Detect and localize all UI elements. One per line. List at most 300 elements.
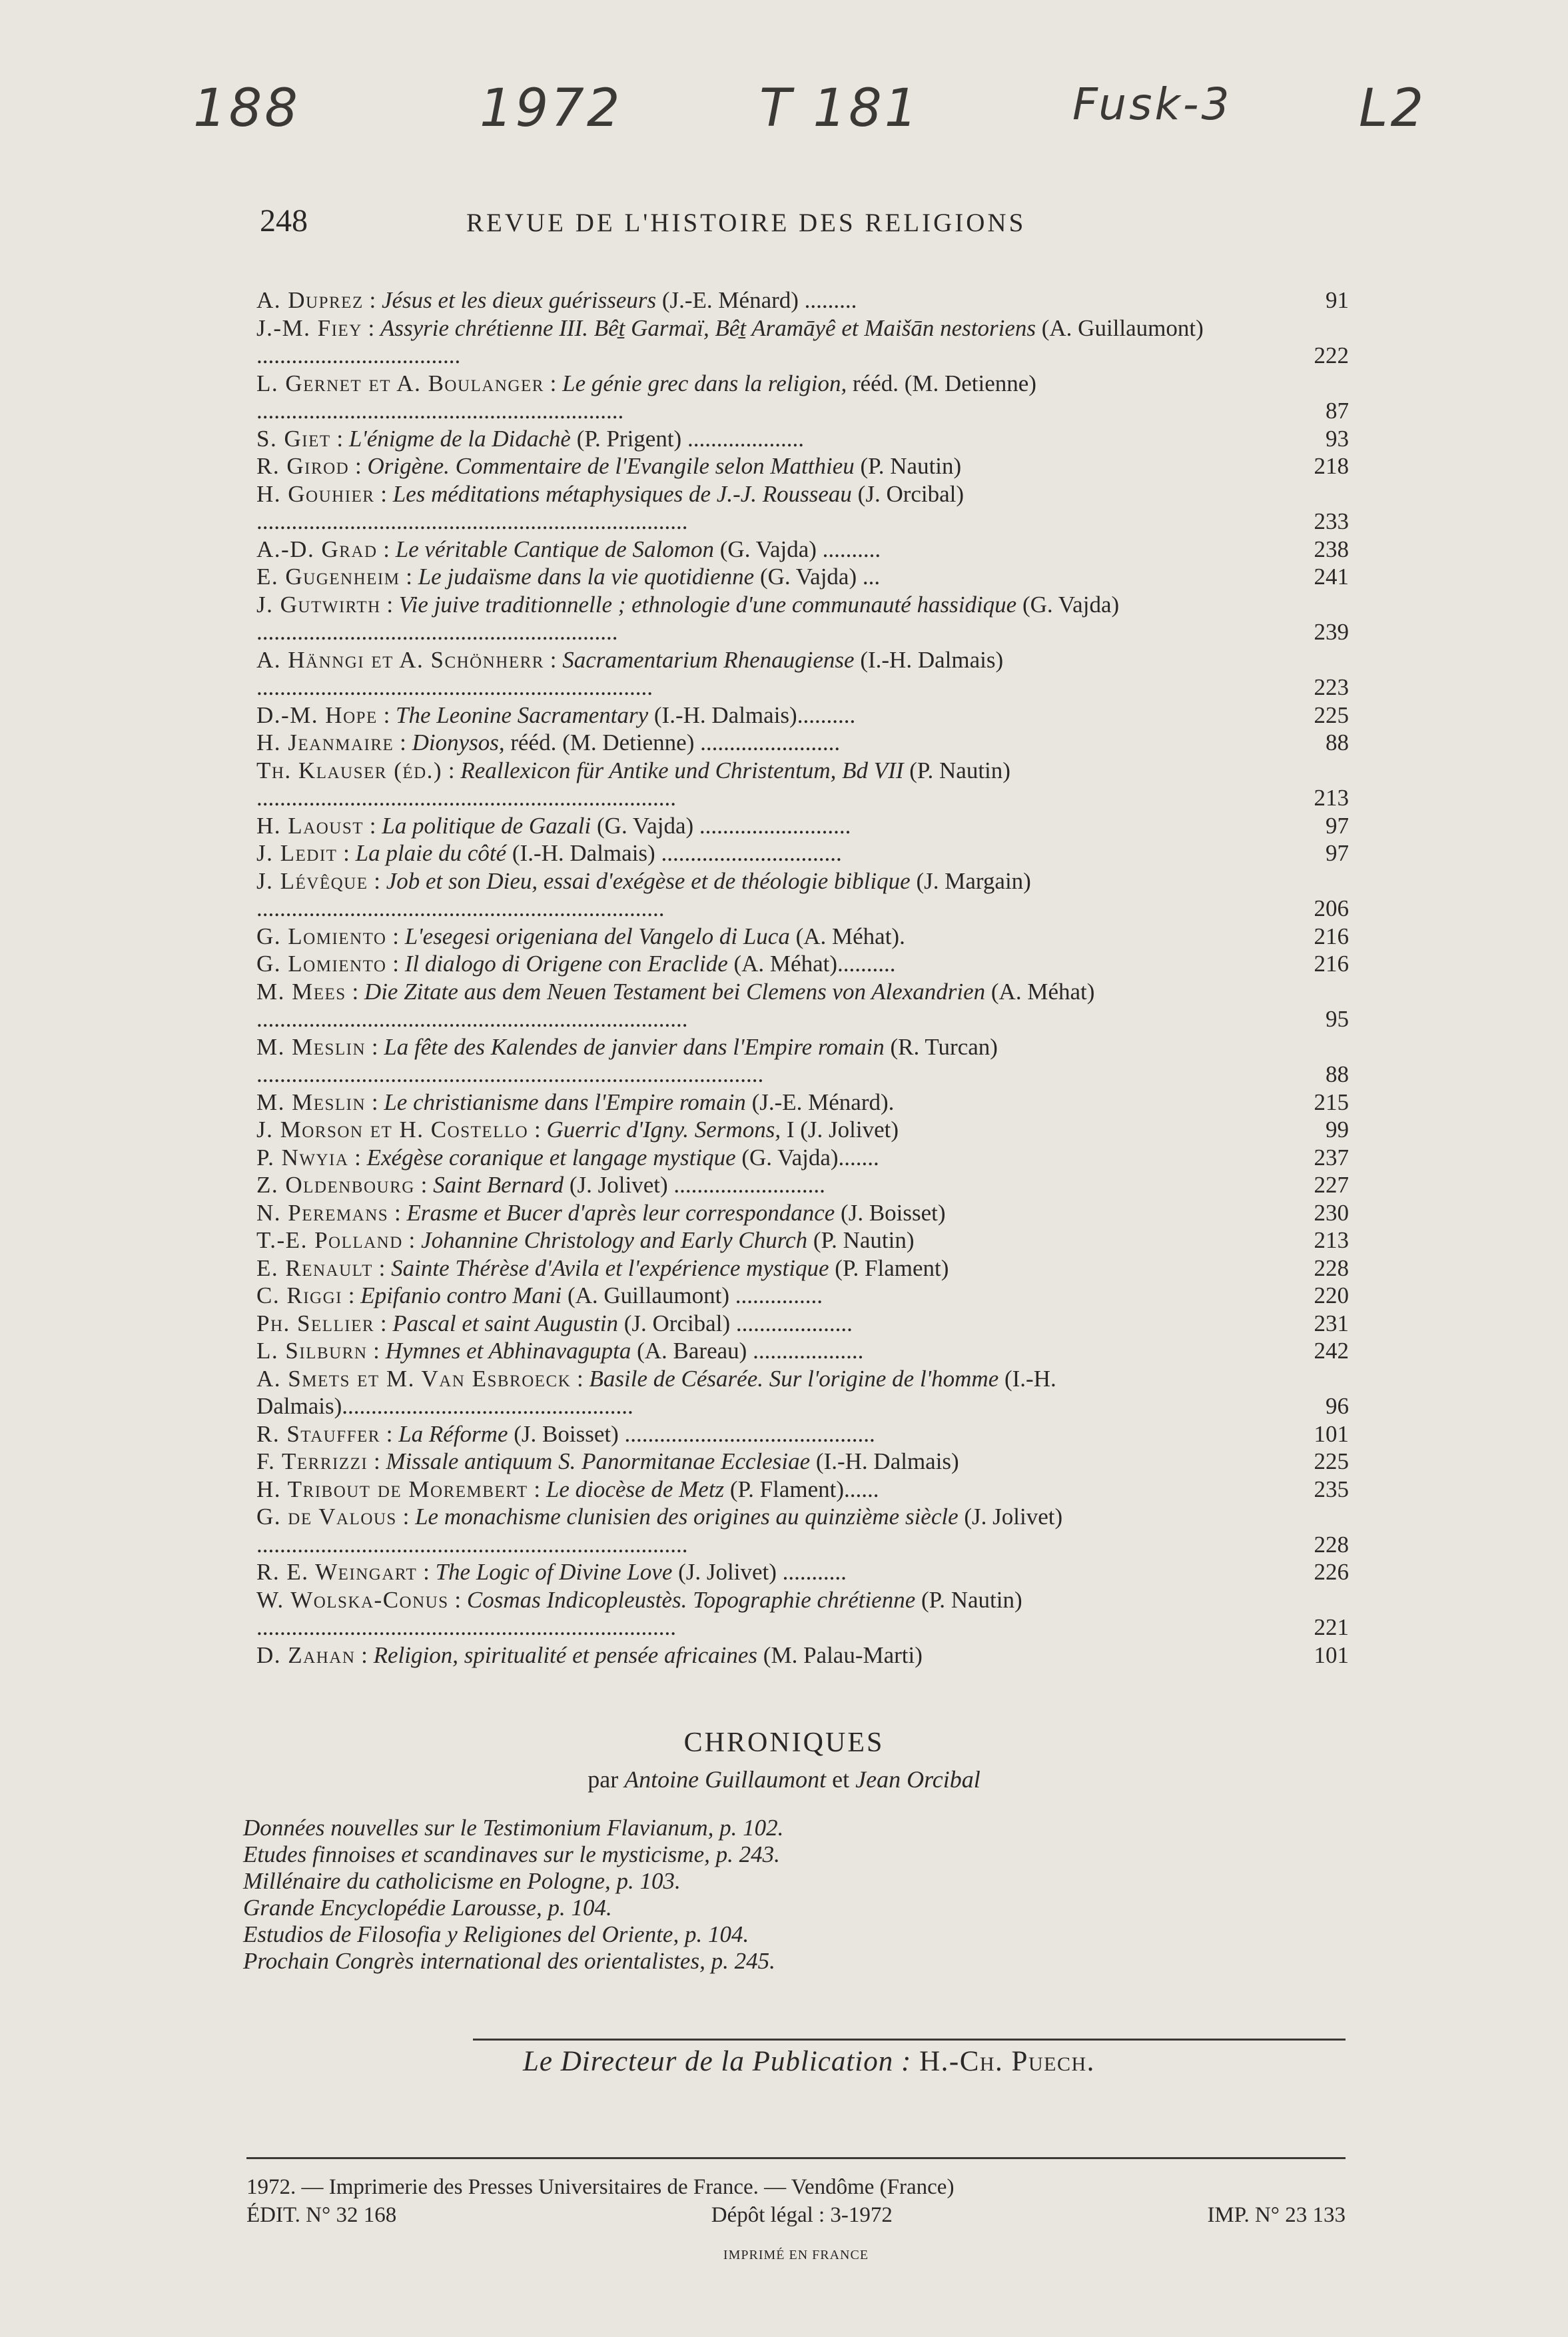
entry-reviewer: rééd. (M. Detienne) ............................................................... — [256, 370, 1036, 424]
chroniques-author: Jean Orcibal — [855, 1766, 980, 1793]
entry-author: S. Giet — [256, 425, 331, 452]
entry-separator: : — [364, 812, 382, 839]
entry-title: Le christianisme dans l'Empire romain — [384, 1089, 746, 1115]
entry-separator: : — [544, 646, 563, 673]
entry-separator: : — [362, 314, 380, 341]
entry-title: Basile de Césarée. Sur l'origine de l'homme — [589, 1365, 999, 1392]
chroniques-title: CHRONIQUES — [683, 1727, 885, 1758]
entry-page: 213 — [1314, 785, 1349, 811]
entry-separator: : — [374, 1310, 393, 1336]
review-entry — [256, 1310, 1349, 1338]
entry-separator: : — [528, 1476, 546, 1502]
entry-text — [256, 1558, 1269, 1586]
entry-author: R. Stauffer — [256, 1420, 380, 1447]
entry-separator: : — [394, 729, 412, 755]
entry-reviewer: (A. Méhat).......... — [727, 951, 896, 977]
entry-title: Missale antiquum S. Panormitanae Ecclesiae — [386, 1448, 811, 1474]
entry-author: H. Tribout de Morembert — [256, 1476, 528, 1502]
entry-text — [256, 1503, 1269, 1558]
entry-title: Hymnes et Abhinavagupta — [385, 1338, 631, 1364]
review-entry — [256, 701, 1349, 729]
review-entry — [256, 1089, 1349, 1117]
entry-author: Z. Oldenbourg — [256, 1172, 415, 1198]
review-entry — [256, 425, 1349, 453]
entry-page: 88 — [1326, 729, 1349, 755]
imprint — [246, 2173, 1346, 2269]
entry-reviewer: (I.-H. Dalmais).................................................. — [256, 1365, 1056, 1419]
entry-title: Guerric d'Igny. Sermons, — [546, 1117, 781, 1143]
chronicle-item: Etudes finnoises et scandinaves sur le mysticisme, p. 243. — [243, 1841, 780, 1867]
entry-reviewer: (J. Orcibal) .......................................................................... — [256, 480, 965, 534]
entry-reviewer: (I.-H. Dalmais) .................................................................... — [256, 646, 1004, 700]
entry-separator: : — [366, 1033, 384, 1060]
entry-title: Erasme et Bucer d'après leur correspondance — [406, 1199, 835, 1226]
entry-separator: : — [380, 1420, 399, 1447]
review-entry — [256, 314, 1349, 370]
entry-title: The Logic of Divine Love — [435, 1559, 673, 1585]
entry-reviewer: (J.-E. Ménard). — [745, 1089, 895, 1115]
entry-text — [256, 1641, 1269, 1669]
review-entry — [256, 1586, 1349, 1641]
entry-author: C. Riggi — [256, 1282, 342, 1308]
entry-title: Le génie grec dans la religion, — [562, 370, 847, 396]
entry-author: M. Meslin — [256, 1033, 366, 1060]
entry-separator: : — [368, 1448, 386, 1474]
entry-reviewer: (G. Vajda) .............................................................. — [256, 591, 1120, 645]
entry-page: 221 — [1314, 1614, 1349, 1640]
entry-text — [256, 923, 1269, 951]
entry-author: P. Nwyia — [256, 1144, 349, 1170]
review-entry — [256, 1448, 1349, 1476]
chroniques-authors — [0, 1765, 1568, 1793]
entry-separator: : — [342, 1282, 361, 1308]
entry-author: G. de Valous — [256, 1504, 397, 1530]
entry-separator: : — [402, 1227, 422, 1253]
chroniques-author: Antoine Guillaumont — [624, 1766, 827, 1793]
entry-reviewer: (J. Orcibal) .................... — [617, 1310, 853, 1336]
review-entry — [256, 1199, 1349, 1227]
entry-page: 238 — [1314, 536, 1349, 562]
entry-title: Origène. Commentaire de l'Evangile selon Matthieu — [367, 453, 855, 479]
entry-title: La politique de Gazali — [382, 812, 591, 839]
imp-number: IMP. N° 23 133 — [1207, 2203, 1346, 2227]
entry-author: L. Silburn — [256, 1338, 368, 1364]
edit-number: ÉDIT. N° 32 168 — [246, 2203, 397, 2227]
entry-text — [256, 950, 1269, 978]
entry-author: D. Zahan — [256, 1641, 356, 1668]
review-entry — [256, 867, 1349, 923]
entry-author: J.-M. Fiey — [256, 314, 362, 341]
review-entry — [256, 812, 1349, 840]
entry-page: 225 — [1314, 1448, 1349, 1474]
entry-title: Sainte Thérèse d'Avila et l'expérience mystique — [391, 1254, 829, 1281]
entry-title: Dionysos, — [412, 729, 505, 755]
entry-title: Job et son Dieu, essai d'exégèse et de théologie biblique — [386, 867, 911, 894]
entry-page: 226 — [1314, 1559, 1349, 1585]
entry-separator: : — [337, 840, 356, 866]
entry-page: 101 — [1314, 1420, 1349, 1447]
page-number: 248 — [260, 203, 308, 238]
depot-legal: Dépôt légal : 3-1972 — [711, 2203, 893, 2227]
entry-page: 228 — [1314, 1254, 1349, 1281]
entry-text — [256, 1033, 1269, 1089]
entry-author: A. Hänngi et A. Schönherr — [256, 646, 544, 673]
review-entry — [256, 1420, 1349, 1448]
review-entry — [256, 1033, 1349, 1089]
chronicle-item: Millénaire du catholicisme en Pologne, p. 103. — [243, 1868, 681, 1894]
entry-page: 222 — [1314, 342, 1349, 368]
entry-reviewer: (P. Nautin) ........................................................................ — [256, 757, 1010, 811]
chronicle-list — [243, 1815, 1309, 1975]
handwritten-notes — [0, 79, 1568, 165]
entry-page: 223 — [1314, 674, 1349, 700]
entry-reviewer: (P. Prigent) .................... — [570, 425, 804, 452]
entry-reviewer: I (J. Jolivet) — [781, 1117, 899, 1143]
entry-text — [256, 867, 1269, 923]
entry-title: Die Zitate aus dem Neuen Testament bei Clemens von Alexandrien — [364, 978, 986, 1005]
entry-separator: : — [571, 1365, 589, 1392]
entry-separator: : — [544, 370, 563, 396]
entry-page: 87 — [1326, 398, 1349, 424]
entry-author: L. Gernet et A. Boulanger — [256, 370, 544, 396]
entry-page: 97 — [1326, 812, 1349, 839]
entry-text — [256, 1365, 1269, 1420]
entry-title: La Réforme — [398, 1420, 508, 1447]
entry-page: 96 — [1326, 1393, 1349, 1419]
entry-page: 220 — [1314, 1282, 1349, 1308]
entry-text — [256, 480, 1269, 536]
review-entry — [256, 536, 1349, 564]
entry-title: Le diocèse de Metz — [546, 1476, 725, 1502]
entry-separator: : — [442, 757, 461, 783]
entry-separator: : — [355, 1641, 374, 1668]
entry-title: Le monachisme clunisien des origines au quinzième siècle — [415, 1504, 959, 1530]
review-entry — [256, 1116, 1349, 1144]
entry-text — [256, 1199, 1269, 1227]
entry-text — [256, 1282, 1269, 1310]
entry-author: H. Jeanmaire — [256, 729, 394, 755]
entry-author: E. Gugenheim — [256, 564, 400, 590]
entry-text — [256, 1476, 1269, 1504]
entry-text — [256, 563, 1269, 591]
entry-page: 95 — [1326, 1006, 1349, 1032]
entry-text — [256, 1116, 1269, 1144]
entry-author: J. Lévêque — [256, 867, 368, 894]
entry-separator: : — [348, 1144, 367, 1170]
entry-author: J. Gutwirth — [256, 591, 381, 618]
entry-separator: : — [448, 1586, 467, 1613]
entry-title: Le judaïsme dans la vie quotidienne — [418, 564, 755, 590]
entry-author: Ph. Sellier — [256, 1310, 375, 1336]
review-entry — [256, 839, 1349, 867]
entry-author: M. Mees — [256, 978, 346, 1005]
entry-page: 93 — [1326, 425, 1349, 452]
entry-author: T.-E. Polland — [256, 1227, 403, 1253]
entry-page: 218 — [1314, 453, 1349, 479]
entry-reviewer: (I.-H. Dalmais).......... — [648, 701, 856, 728]
entry-reviewer: (M. Palau-Marti) — [757, 1641, 923, 1668]
entry-author: H. Laoust — [256, 812, 364, 839]
entry-reviewer: (J. Jolivet) ........... — [672, 1559, 847, 1585]
entry-author: H. Gouhier — [256, 480, 375, 507]
review-entry — [256, 1476, 1349, 1504]
entry-title: Le véritable Cantique de Salomon — [395, 536, 715, 562]
entry-page: 215 — [1314, 1089, 1349, 1115]
entry-author: R. E. Weingart — [256, 1559, 418, 1585]
entry-title: Vie juive traditionnelle ; ethnologie d'une communauté hassidique — [398, 591, 1017, 618]
entry-reviewer: (A. Bareau) ................... — [631, 1338, 864, 1364]
entry-separator: : — [377, 536, 396, 562]
entry-reviewer: (P. Flament) — [829, 1254, 949, 1281]
entry-title: Sacramentarium Rhenaugiense — [562, 646, 855, 673]
entry-text — [256, 1586, 1269, 1641]
entry-reviewer: (A. Méhat) .......................................................................... — [256, 978, 1095, 1032]
entry-reviewer: (R. Turcan) ....................................................................................... — [256, 1033, 998, 1087]
entry-page: 97 — [1326, 840, 1349, 866]
entry-page: 213 — [1314, 1227, 1349, 1253]
entry-separator: : — [380, 591, 399, 618]
chronicle-item: Prochain Congrès international des orientalistes, p. 245. — [243, 1948, 775, 1974]
entry-author: G. Lomiento — [256, 923, 387, 949]
entry-title: L'esegesi origeniana del Vangelo di Luca — [404, 923, 790, 949]
entry-title: La fête des Kalendes de janvier dans l'Empire romain — [384, 1033, 885, 1060]
entry-page: 235 — [1314, 1476, 1349, 1502]
entry-reviewer: (P. Nautin) ........................................................................ — [256, 1586, 1022, 1640]
director-name: H.-Ch. Puech. — [919, 2046, 1095, 2077]
review-entry — [256, 591, 1349, 646]
entry-separator: : — [330, 425, 349, 452]
chronicle-item: Données nouvelles sur le Testimonium Flavianum, p. 102. — [243, 1815, 784, 1841]
entry-separator: : — [374, 480, 393, 507]
entry-text — [256, 536, 1269, 564]
entry-text — [256, 646, 1269, 701]
entry-title: Il dialogo di Origene con Eraclide — [404, 951, 728, 977]
entry-text — [256, 1310, 1269, 1338]
entry-text — [256, 1171, 1269, 1199]
review-entry — [256, 563, 1349, 591]
authors-prefix: par — [588, 1766, 619, 1793]
handwritten-note: 1972 — [480, 79, 623, 139]
entry-page: 225 — [1314, 701, 1349, 728]
entry-separator: : — [366, 1089, 384, 1115]
entry-reviewer: rééd. (M. Detienne) ........................ — [504, 729, 841, 755]
handwritten-note: T 181 — [759, 79, 921, 139]
entry-separator: : — [528, 1117, 547, 1143]
review-entry — [256, 1226, 1349, 1254]
entry-separator: : — [386, 951, 405, 977]
imprint-row — [246, 2201, 1346, 2229]
entry-reviewer: (J. Boisset) — [835, 1199, 946, 1226]
chronicle-item: Estudios de Filosofia y Religiones del Oriente, p. 104. — [243, 1921, 749, 1947]
entry-author: D.-M. Hope — [256, 701, 378, 728]
entry-title: La plaie du côté — [355, 840, 507, 866]
entry-author: G. Lomiento — [256, 951, 387, 977]
review-entry — [256, 1558, 1349, 1586]
entry-text — [256, 1226, 1269, 1254]
review-entry — [256, 1503, 1349, 1558]
director-line — [523, 2045, 1389, 2078]
review-entry — [256, 923, 1349, 951]
entry-title: Cosmas Indicopleustès. Topographie chrétienne — [466, 1586, 916, 1613]
entry-title: Assyrie chrétienne III. Bêṯ Garmaï, Bêṯ Aramāyê et Maišān nestoriens — [380, 314, 1036, 341]
entry-author: W. Wolska-Conus — [256, 1586, 449, 1613]
entry-title: Johannine Christology and Early Church — [421, 1227, 808, 1253]
entry-page: 88 — [1326, 1061, 1349, 1087]
entry-reviewer: (A. Méhat). — [789, 923, 905, 949]
entry-reviewer: (G. Vajda) .......................... — [591, 812, 851, 839]
entry-text — [256, 729, 1269, 757]
entry-author: F. Terrizzi — [256, 1448, 368, 1474]
running-title: REVUE DE L'HISTOIRE DES RELIGIONS — [466, 209, 1026, 237]
authors-conj: et — [832, 1766, 850, 1793]
entry-text — [256, 1337, 1269, 1365]
review-entry — [256, 950, 1349, 978]
entry-separator: : — [386, 923, 405, 949]
entry-reviewer: (I.-H. Dalmais) ............................... — [506, 840, 842, 866]
entry-text — [256, 286, 1269, 314]
entry-title: Jésus et les dieux guérisseurs — [381, 287, 657, 313]
entry-title: The Leonine Sacramentary — [396, 701, 649, 728]
entry-page: 227 — [1314, 1172, 1349, 1198]
entry-separator: : — [346, 978, 364, 1005]
entry-separator: : — [377, 701, 396, 728]
entry-separator: : — [388, 1199, 407, 1226]
entry-author: J. Morson et H. Costello — [256, 1117, 529, 1143]
entry-separator: : — [363, 287, 382, 313]
entry-author: Th. Klauser (éd.) — [256, 757, 443, 783]
entry-text — [256, 1144, 1269, 1172]
entry-separator: : — [349, 453, 368, 479]
entry-page: 241 — [1314, 564, 1349, 590]
entry-page: 233 — [1314, 508, 1349, 534]
entry-page: 216 — [1314, 923, 1349, 949]
entry-reviewer: (G. Vajda) .......... — [714, 536, 881, 562]
entry-author: M. Meslin — [256, 1089, 366, 1115]
review-entry — [256, 978, 1349, 1033]
review-entry — [256, 646, 1349, 701]
handwritten-note: L2 — [1359, 79, 1427, 139]
entry-reviewer: (J. Jolivet) .......................... — [564, 1172, 825, 1198]
entry-text — [256, 839, 1269, 867]
entry-title: L'énigme de la Didachè — [348, 425, 571, 452]
entry-separator: : — [372, 1254, 392, 1281]
chronicle-item: Grande Encyclopédie Larousse, p. 104. — [243, 1895, 612, 1921]
entry-page: 230 — [1314, 1199, 1349, 1226]
review-entry — [256, 729, 1349, 757]
review-entry — [256, 757, 1349, 812]
entry-page: 216 — [1314, 951, 1349, 977]
review-entry — [256, 286, 1349, 314]
entry-reviewer: (J. Margain) ...................................................................... — [256, 867, 1031, 921]
entry-separator: : — [368, 867, 386, 894]
entry-reviewer: (I.-H. Dalmais) — [810, 1448, 959, 1474]
entry-text — [256, 591, 1269, 646]
entry-page: 206 — [1314, 895, 1349, 921]
entry-text — [256, 978, 1269, 1033]
entry-separator: : — [367, 1338, 386, 1364]
entry-author: J. Ledit — [256, 840, 338, 866]
entry-separator: : — [396, 1504, 416, 1530]
entry-reviewer: (A. Guillaumont) ................................... — [256, 314, 1204, 368]
entry-title: Pascal et saint Augustin — [392, 1310, 618, 1336]
entry-title: Saint Bernard — [433, 1172, 564, 1198]
entry-reviewer: (P. Flament)...... — [724, 1476, 879, 1502]
review-index-list — [256, 286, 1349, 1669]
entry-title: Epifanio contro Mani — [360, 1282, 562, 1308]
entry-author: R. Girod — [256, 453, 350, 479]
handwritten-note: Fusk-3 — [1072, 79, 1232, 130]
printed-in-france: IMPRIMÉ EN FRANCE — [723, 2248, 869, 2262]
chroniques-section — [0, 1727, 1568, 1793]
director-label: Le Directeur de la Publication : — [523, 2046, 912, 2077]
entry-text — [256, 314, 1269, 370]
entry-text — [256, 1254, 1269, 1282]
review-entry — [256, 452, 1349, 480]
entry-text — [256, 1448, 1269, 1476]
entry-reviewer: (G. Vajda)....... — [735, 1144, 879, 1170]
entry-reviewer: (J. Boisset) ........................................... — [508, 1420, 875, 1447]
entry-title: Les méditations métaphysiques de J.-J. Rousseau — [392, 480, 852, 507]
handwritten-note: 188 — [193, 79, 300, 139]
entry-author: A. Smets et M. Van Esbroeck — [256, 1365, 572, 1392]
divider — [246, 2157, 1346, 2159]
entry-text — [256, 1089, 1269, 1117]
entry-reviewer: (A. Guillaumont) ............... — [562, 1282, 823, 1308]
entry-title: Reallexicon für Antike und Christentum, Bd VII — [460, 757, 904, 783]
review-entry — [256, 1365, 1349, 1420]
entry-page: 242 — [1314, 1338, 1349, 1364]
entry-page: 228 — [1314, 1531, 1349, 1558]
entry-page: 101 — [1314, 1641, 1349, 1668]
entry-text — [256, 425, 1269, 453]
entry-text — [256, 701, 1269, 729]
review-entry — [256, 1282, 1349, 1310]
entry-page: 239 — [1314, 619, 1349, 645]
review-entry — [256, 1171, 1349, 1199]
entry-text — [256, 1420, 1269, 1448]
entry-page: 99 — [1326, 1117, 1349, 1143]
entry-author: A. Duprez — [256, 287, 364, 313]
entry-reviewer: (J. Jolivet) .......................................................................... — [256, 1504, 1063, 1558]
entry-author: E. Renault — [256, 1254, 373, 1281]
entry-page: 237 — [1314, 1144, 1349, 1170]
entry-reviewer: (G. Vajda) ... — [754, 564, 881, 590]
entry-author: N. Peremans — [256, 1199, 389, 1226]
entry-author: A.-D. Grad — [256, 536, 378, 562]
entry-page: 91 — [1326, 287, 1349, 313]
review-entry — [256, 1337, 1349, 1365]
review-entry — [256, 1641, 1349, 1669]
entry-text — [256, 452, 1269, 480]
page-header — [253, 200, 1366, 253]
divider — [473, 2039, 1346, 2041]
imprint-line: 1972. — Imprimerie des Presses Universitaires de France. — Vendôme (France) — [246, 2175, 955, 2199]
review-entry — [256, 370, 1349, 425]
entry-title: Religion, spiritualité et pensée africaines — [373, 1641, 758, 1668]
entry-title: Exégèse coranique et langage mystique — [366, 1144, 736, 1170]
entry-reviewer: (P. Nautin) — [807, 1227, 915, 1253]
entry-separator: : — [400, 564, 418, 590]
review-entry — [256, 1254, 1349, 1282]
entry-separator: : — [414, 1172, 434, 1198]
entry-text — [256, 812, 1269, 840]
entry-text — [256, 370, 1269, 425]
review-entry — [256, 480, 1349, 536]
review-entry — [256, 1144, 1349, 1172]
entry-reviewer: (J.-E. Ménard) ......... — [656, 287, 857, 313]
entry-text — [256, 757, 1269, 812]
entry-separator: : — [417, 1559, 436, 1585]
